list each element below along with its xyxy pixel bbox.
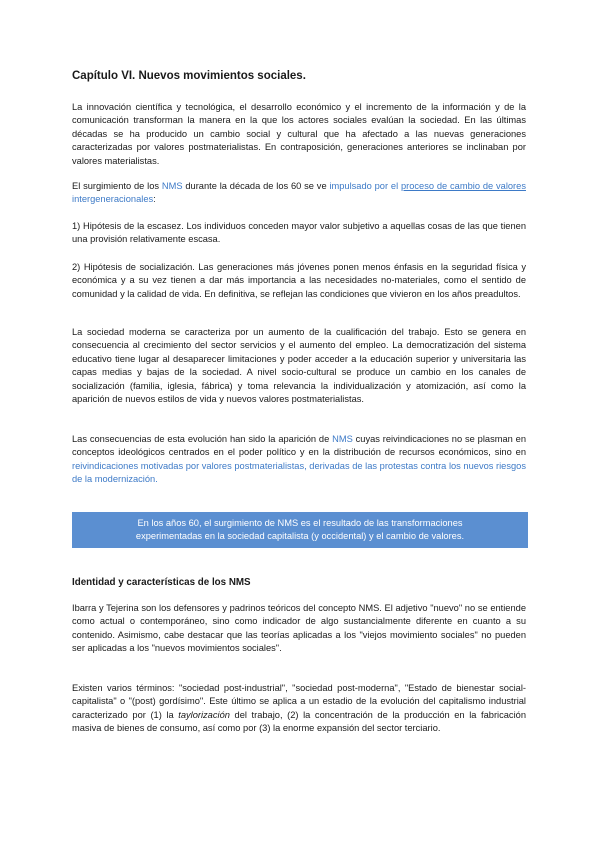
paragraph-hipotesis-escasez: 1) Hipótesis de la escasez. Los individuos conceden mayor valor subjetivo a aquellas cosas de las que tienen una provisión relativamente escasa.: [72, 221, 526, 245]
chapter-title: Capítulo VI. Nuevos movimientos sociales.: [72, 70, 306, 82]
link-impulsado[interactable]: impulsado por el: [329, 181, 401, 191]
paragraph-ibarra-tejerina: Ibarra y Tejerina son los defensores y padrinos teóricos del concepto NMS. El adjetivo "nuevo" no se entiende como actual o contemporáneo, sino como indicador de algo sustancialmente diferente en cuanto a su contenido. Asimismo, cabe destacar que las teorías aplicadas a los "viejos movimiento sociales" no pueden ser aplicadas a los "nuevos movimientos sociales".: [72, 603, 526, 654]
section-title-identidad: Identidad y características de los NMS: [72, 577, 251, 588]
link-proceso-cambio-valores[interactable]: proceso de cambio de valores: [400, 181, 526, 191]
text: Las consecuencias de esta evolución han sido la aparición de: [72, 434, 333, 444]
emphasis-taylorizacion: taylorización: [178, 709, 230, 720]
paragraph-consecuencias: [72, 433, 526, 487]
summary-callout: [72, 512, 528, 548]
text: durante la década de los 60 se ve: [182, 181, 330, 191]
paragraph-terminos: [72, 682, 526, 736]
link-nms-2[interactable]: NMS: [332, 434, 353, 444]
link-intergeneracionales[interactable]: intergeneracionales: [72, 194, 154, 205]
text: .: [155, 474, 158, 485]
link-nms[interactable]: NMS: [161, 181, 183, 191]
text: Existen varios términos: "sociedad post-industrial", "sociedad post-moderna", "Estado de bienestar social-capitalista" o "(post) gordísimo". Este último se aplica a un estadio de la evolución del capitalismo industrial caracterizado por (1) la: [72, 683, 526, 720]
paragraph-hipotesis-socializacion: 2) Hipótesis de socialización. Las generaciones más jóvenes ponen menos énfasis en la seguridad física y económica y a su vez tienen a dar más importancia a las necesidades no-materiales, como el sentido de comunidad y la calidad de vida. En definitiva, se reflejan las condiciones que vivieron en los años preadultos.: [72, 262, 526, 299]
link-reivindicaciones[interactable]: reivindicaciones motivadas por valores postmaterialistas, derivadas de las protestas contra los nuevos riesgos de la modernización: [72, 460, 526, 485]
paragraph-nms-origin: [72, 180, 526, 207]
text: El surgimiento de los: [72, 181, 162, 191]
text: del trabajo, (2) la concentración de la producción en la fabricación masiva de bienes de consumo, así como por (3) la enorme expansión del sector terciario.: [72, 709, 526, 734]
text: cuyas reivindicaciones no se plasman en conceptos ideológicos centrados en el poder político y en la distribución de recursos económicos, sino en: [72, 434, 527, 458]
callout-line-2: experimentadas en la sociedad capitalista (y occidental) y el cambio de valores.: [135, 531, 465, 542]
paragraph-innovation: La innovación científica y tecnológica, el desarrollo económico y el incremento de la información y de la comunicación transforman la manera en la que los actores sociales evalúan la sociedad. En las últimas décadas se ha producido un cambio social y cultural que ha afectado a las nuevas generaciones caracterizadas por valores postmaterialistas. En contraposición, generaciones anteriores se inclinaban por valores materialistas.: [72, 102, 526, 166]
callout-line-1: En los años 60, el surgimiento de NMS es el resultado de las transformaciones: [137, 518, 463, 528]
text: :: [153, 194, 156, 205]
paragraph-sociedad-moderna: La sociedad moderna se caracteriza por un aumento de la cualificación del trabajo. Esto se genera en consecuencia al crecimiento del sector servicios y el aumento del empleo. La democratización del sistema educativo tiene lugar al desaparecer limitaciones y poder acceder a la educación superior y universitaria las capas medias y bajas de la sociedad. A nivel socio-cultural se produce un cambio en los canales de socialización (familia, iglesia, fábrica) y toma relevancia la individualización y atomización, así como la aparición de nuevos estilos de vida y nuevos valores postmaterialistas.: [72, 327, 526, 405]
